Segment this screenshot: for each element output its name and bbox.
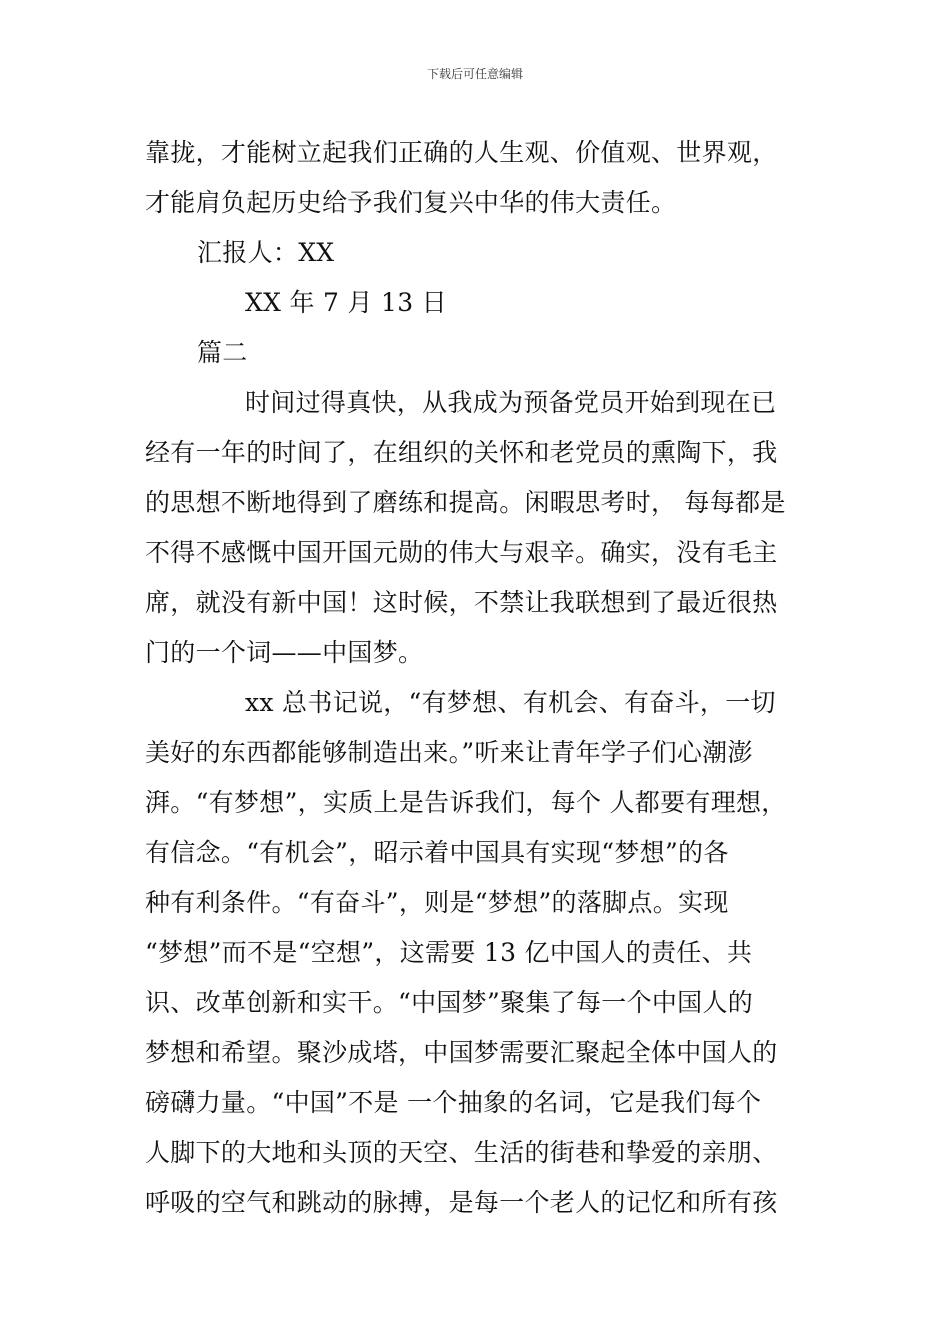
paragraph-line: 人脚下的大地和头顶的天空、生活的街巷和挚爱的亲朋、: [145, 1138, 778, 1167]
paragraph-line: 靠拢，才能树立起我们正确的人生观、价值观、世界观，: [145, 138, 778, 167]
paragraph-line: 识、改革创新和实干。“中国梦”聚集了每一个中国人的: [145, 988, 754, 1017]
paragraph-line: 种有利条件。“有奋斗”，则是“梦想”的落脚点。实现: [145, 888, 729, 917]
paragraph-line: 时间过得真快，从我成为预备党员开始到现在已: [245, 388, 777, 417]
paragraph-line: 呼吸的空气和跳动的脉搏，是每一个老人的记忆和所有孩: [145, 1188, 778, 1217]
paragraph-line: “梦想”而不是“空想”，这需要 13 亿中国人的责任、共: [145, 938, 753, 967]
section-heading: 篇二: [197, 338, 248, 367]
reporter-line: 汇报人：XX: [197, 238, 335, 267]
date-line: XX 年 7 月 13 日: [245, 288, 447, 317]
paragraph-line: 湃。“有梦想”，实质上是告诉我们，每个 人都要有理想，: [145, 788, 787, 817]
paragraph-line: 梦想和希望。聚沙成塔，中国梦需要汇聚起全体中国人的: [145, 1038, 778, 1067]
paragraph-line: 席，就没有新中国！这时候，不禁让我联想到了最近很热: [145, 588, 778, 617]
paragraph-line: xx 总书记说，“有梦想、有机会、有奋斗，一切: [245, 688, 776, 717]
paragraph-line: 才能肩负起历史给予我们复兴中华的伟大责任。: [145, 188, 677, 217]
paragraph-line: 有信念。“有机会”，昭示着中国具有实现“梦想”的各: [145, 838, 729, 867]
paragraph-line: 美好的东西都能够制造出来。”听来让青年学子们心潮澎: [145, 738, 753, 767]
paragraph-line: 经有一年的时间了，在组织的关怀和老党员的熏陶下，我: [145, 438, 778, 467]
paragraph-line: 不得不感慨中国开国元勋的伟大与艰辛。确实，没有毛主: [145, 538, 778, 567]
paragraph-line: 的思想不断地得到了磨练和提高。闲暇思考时， 每每都是: [145, 488, 786, 517]
paragraph-line: 门的一个词——中国梦。: [145, 638, 424, 667]
document-body: [145, 128, 810, 1228]
paragraph-line: 磅礴力量。“中国”不是 一个抽象的名词，它是我们每个: [145, 1088, 762, 1117]
page-header: 下载后可任意编辑: [426, 67, 523, 81]
